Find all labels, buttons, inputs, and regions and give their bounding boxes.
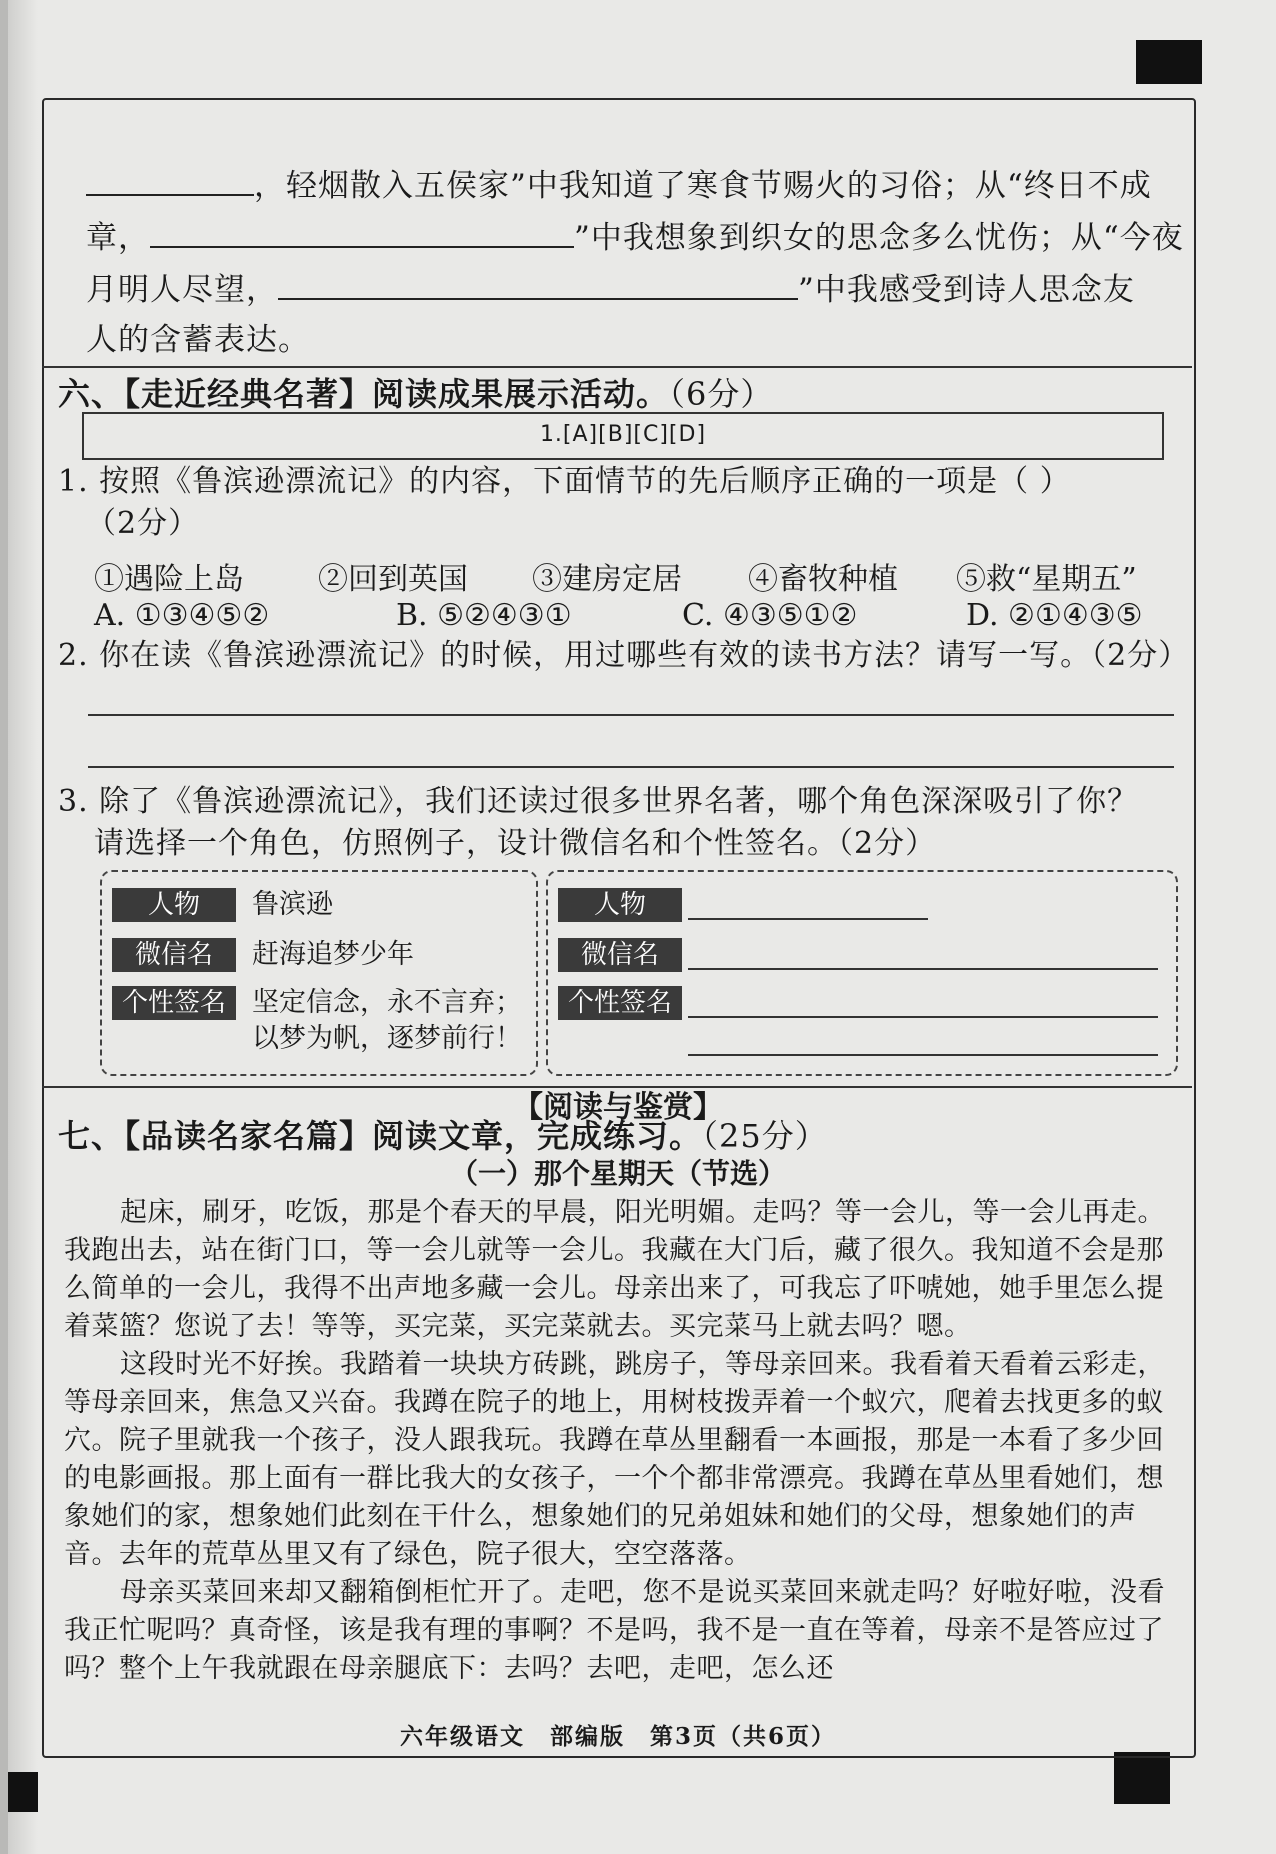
poem-line-3: 月明人尽望， ”中我感受到诗人思念友 — [86, 272, 1135, 308]
example-wechat-value: 赶海追梦少年 — [252, 939, 414, 970]
example-person-value: 鲁滨逊 — [252, 889, 333, 920]
poem-blank-3[interactable] — [278, 272, 798, 300]
tag-wechat: 微信名 — [112, 938, 236, 972]
passage-paragraph-3: 母亲买菜回来却又翻箱倒柜忙开了。走吧，您不是说买菜回来就走吗？好啦好啦，没看我正忙呢吗？真奇怪，该是我有理的事啊？不是吗，我不是一直在等着，母亲不是答应过了吗？整个上午我就跟在母亲腿底下：去吗？去吧，走吧，怎么还 — [64, 1577, 1165, 1684]
q3-text-line2: 请选择一个角色，仿照例子，设计微信名和个性签名。（2分） — [94, 826, 937, 861]
q1-item-1: ①遇险上岛 — [94, 562, 244, 597]
example-signature-line1: 坚定信念，永不言弃； — [252, 987, 522, 1018]
passage-paragraph-2: 这段时光不好挨。我踏着一块块方砖跳，跳房子，等母亲回来。我看着天看着云彩走，等母亲回来，焦急又兴奋。我蹲在院子的地上，用树枝拨弄着一个蚁穴，爬着去找更多的蚁穴。院子里就我一个孩子，没人跟我玩。我蹲在草丛里翻看一本画报，那是一本看了多少回的电影画报。那上面有一群比我大的女孩子，一个个都非常漂亮。我蹲在草丛里看她们，想象她们的家，想象她们此刻在干什么，想象她们的兄弟姐妹和她们的父母，想象她们的声音。去年的荒草丛里又有了绿色，院子很大，空空落落。 — [64, 1349, 1165, 1570]
answer-signature-line-1[interactable] — [688, 1016, 1158, 1018]
answer-sheet-box[interactable]: 1.[A][B][C][D] — [82, 412, 1164, 460]
passage-title: （一）那个星期天（节选） — [449, 1157, 786, 1190]
section7-heading: 七、【品读名家名篇】阅读文章，完成练习。（25分） — [58, 1117, 828, 1155]
tag-signature: 个性签名 — [558, 986, 682, 1020]
exam-page — [8, 0, 1276, 1854]
registration-mark-bottom-left — [8, 1772, 38, 1812]
section-divider-6 — [42, 366, 1192, 368]
q2-text: 2. 你在读《鲁滨逊漂流记》的时候，用过哪些有效的读书方法？请写一写。（2分） — [58, 638, 1190, 673]
registration-mark-bottom-right — [1114, 1752, 1170, 1804]
example-signature-line2: 以梦为帆，逐梦前行！ — [252, 1023, 522, 1054]
q1-option-b[interactable]: B. ⑤②④③① — [396, 598, 572, 633]
q1-option-c[interactable]: C. ④③⑤①② — [682, 598, 858, 633]
poem-blank-2[interactable] — [150, 220, 574, 248]
example-profile-card — [100, 870, 538, 1076]
passage-paragraph-1: 起床，刷牙，吃饭，那是个春天的早晨，阳光明媚。走吗？等一会儿，等一会儿再走。我跑出去，站在街门口，等一会儿就等一会儿。我藏在大门后，藏了很久。我知道不会是那么简单的一会儿，我得不出声地多藏一会儿。母亲出来了，可我忘了吓唬她，她手里怎么提着菜篮？您说了去！等等，买完菜，买完菜就去。买完菜马上就去吗？嗯。 — [64, 1197, 1165, 1342]
tag-person: 人物 — [112, 888, 236, 922]
page-footer: 六年级语文 部编版 第3页（共6页） — [399, 1723, 836, 1750]
q2-answer-line-2[interactable] — [88, 766, 1174, 768]
q1-item-2: ②回到英国 — [318, 562, 468, 597]
q1-item-5: ⑤救“星期五” — [956, 562, 1137, 597]
q1-text: 1. 按照《鲁滨逊漂流记》的内容，下面情节的先后顺序正确的一项是（ ） — [58, 464, 1071, 499]
answer-wechat-line[interactable] — [688, 968, 1158, 970]
answer-person-line[interactable] — [688, 918, 928, 920]
q2-answer-line-1[interactable] — [88, 714, 1174, 716]
answer-signature-line-2[interactable] — [688, 1054, 1158, 1056]
tag-person: 人物 — [558, 888, 682, 922]
answer-profile-card — [546, 870, 1178, 1076]
poem-blank-1[interactable] — [86, 168, 254, 196]
q1-item-3: ③建房定居 — [532, 562, 682, 597]
poem-line-4: 人的含蓄表达。 — [86, 322, 310, 358]
tag-wechat: 微信名 — [558, 938, 682, 972]
section6-heading: 六、【走近经典名著】阅读成果展示活动。（6分） — [58, 375, 774, 413]
q1-score: （2分） — [86, 506, 200, 541]
registration-mark-top-right — [1136, 40, 1202, 84]
poem-line-2: 章， ”中我想象到织女的思念多么忧伤；从“今夜 — [86, 220, 1184, 256]
q3-text-line1: 3. 除了《鲁滨逊漂流记》，我们还读过很多世界名著，哪个角色深深吸引了你？ — [58, 784, 1139, 819]
tag-signature: 个性签名 — [112, 986, 236, 1020]
q1-item-4: ④畜牧种植 — [748, 562, 898, 597]
q1-option-a[interactable]: A. ①③④⑤② — [94, 598, 270, 633]
poem-line-1: ，轻烟散入五侯家”中我知道了寒食节赐火的习俗；从“终日不成 — [86, 166, 1152, 206]
q1-option-d[interactable]: D. ②①④③⑤ — [966, 598, 1143, 633]
reading-section-header: 【阅读与鉴赏】 — [513, 1090, 723, 1125]
passage-text — [64, 1194, 1176, 1688]
